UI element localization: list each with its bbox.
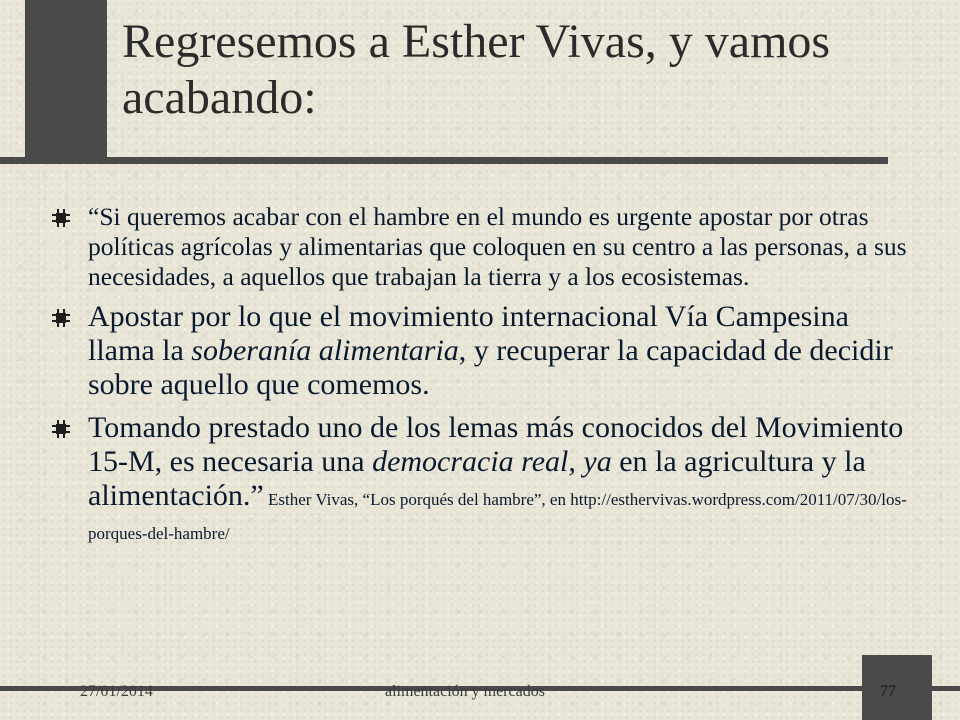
hash-square-icon bbox=[51, 308, 71, 328]
bullet-item-2 bbox=[48, 300, 918, 402]
slide-title: Regresemos a Esther Vivas, y vamos acabando: bbox=[122, 15, 831, 124]
bullet-text: en la agricultura y la alimentación.” bbox=[88, 445, 866, 512]
title-underline-rule bbox=[0, 157, 888, 164]
citation-text: Esther Vivas, “Los porqués del hambre”, en http://esthervivas.wordpress.com/2011/07/30/los-porques-del-hambre/ bbox=[88, 490, 907, 543]
footer-title: alimentación y mercados bbox=[385, 683, 545, 700]
page-number: 77 bbox=[880, 683, 896, 700]
page-number-block bbox=[862, 655, 932, 720]
bullet-text: “Si queremos acabar con el hambre en el mundo es urgente apostar por otras políticas agrícolas y alimentarias que coloquen en su centro a las personas, a sus necesidades, a aquellos que trabajan la tierra y a los ecosistemas. bbox=[88, 202, 907, 291]
footer-date: 27/01/2014 bbox=[80, 683, 153, 700]
bullet-list bbox=[48, 202, 918, 547]
bullet-item-1 bbox=[48, 202, 918, 292]
bullet-item-3 bbox=[48, 411, 918, 547]
hash-square-icon bbox=[51, 419, 71, 439]
bullet-text: , y recuperar la capacidad de decidir sobre aquello que comemos. bbox=[88, 334, 893, 401]
bullet-text: Apostar por lo que el movimiento internacional Vía Campesina llama la bbox=[88, 300, 849, 367]
emphasis-text: soberanía alimentaria bbox=[191, 334, 459, 367]
hash-square-icon bbox=[51, 208, 71, 228]
decorative-vertical-bar bbox=[25, 0, 107, 160]
footer-rule-right bbox=[932, 686, 960, 691]
bullet-text: Tomando prestado uno de los lemas más conocidos del Movimiento 15-M, es necesaria una bbox=[88, 411, 904, 478]
emphasis-text: democracia real, ya bbox=[372, 445, 612, 478]
